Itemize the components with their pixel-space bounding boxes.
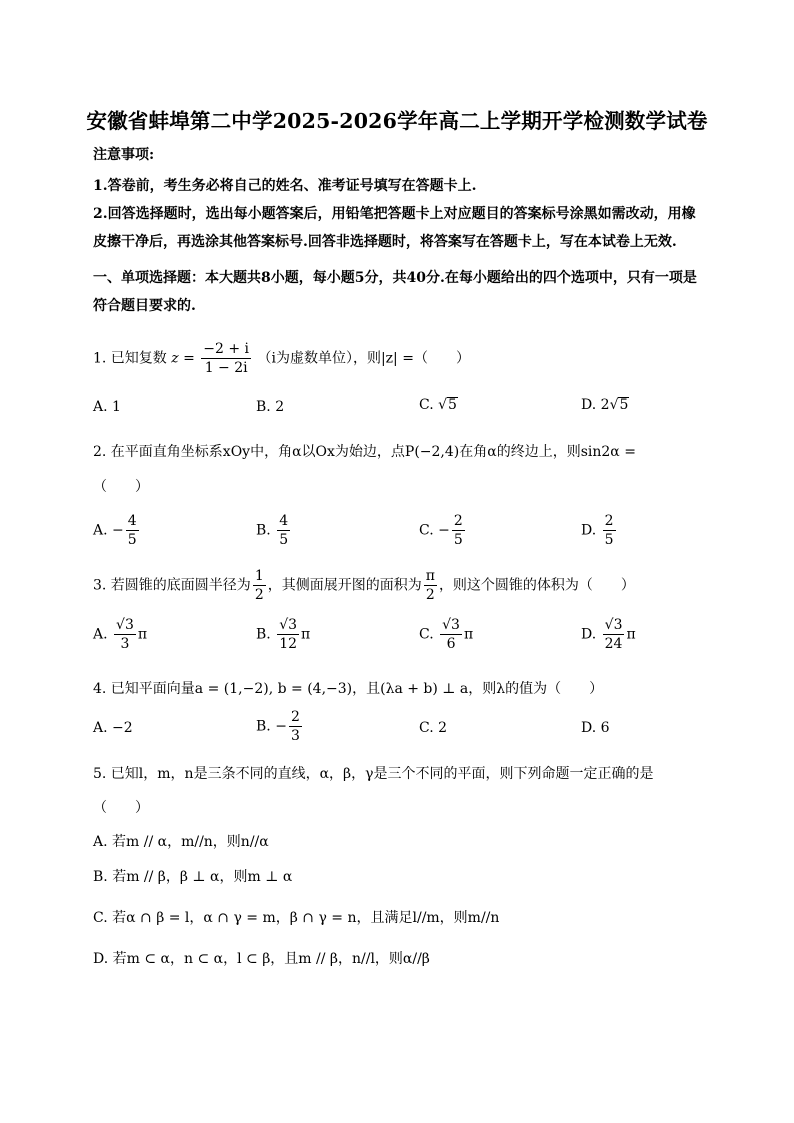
- q3-option-d-num: √3: [604, 617, 623, 633]
- q3-option-c-num: √3: [442, 617, 460, 633]
- q1-option-c: [419, 397, 458, 413]
- q1-option-a: A. 1: [93, 399, 121, 415]
- q3-area-num: π: [425, 568, 435, 584]
- q3-area-den: 2: [425, 587, 435, 603]
- q1-denominator: 1 − 2i: [204, 360, 248, 376]
- q3-option-b-fraction: [277, 616, 299, 653]
- q2-option-c-sign: −: [438, 522, 450, 539]
- q3-option-d-radicand: 3: [613, 617, 623, 633]
- q3-option-a-pi: π: [137, 626, 148, 643]
- q3-radius-fraction: [253, 567, 266, 604]
- q3-mid: ，其侧面展开图的面积为: [267, 577, 422, 594]
- q3-option-c-fraction: [440, 616, 462, 653]
- q1-z-eq: z =: [171, 350, 195, 367]
- notice-item-2: 2.回答选择题时，选出每小题答案后，用铅笔把答题卡上对应题目的答案标号涂黑如需改动，用橡皮擦干净后，再选涂其他答案标号.回答非选择题时，将答案写在答题卡上，写在本试卷上无效.: [93, 206, 696, 250]
- q2-option-a-sign: −: [112, 522, 124, 539]
- q3-option-b-num: √3: [279, 617, 298, 633]
- q2-option-a-fraction: [126, 512, 139, 549]
- q1-option-d-radicand: 5: [619, 397, 629, 413]
- q2-option-c-label: C.: [419, 522, 434, 539]
- q4-option-d: D. 6: [581, 720, 610, 736]
- q3-option-c-radicand: 3: [451, 617, 460, 633]
- q2-option-a-den: 5: [127, 532, 137, 548]
- q3-option-c-pi: π: [463, 626, 474, 643]
- q2-option-c-fraction: [452, 512, 465, 549]
- q3-option-b-den: 12: [279, 636, 298, 652]
- question-2: 2. 在平面直角坐标系xOy中，角α以Ox为始边，点P(−2,4)在角α的终边上，则sin2α =: [93, 444, 636, 460]
- question-5: 5. 已知l，m，n是三条不同的直线，α，β，γ是三个不同的平面，则下列命题一定正确的是: [93, 766, 654, 782]
- q3-option-c: [419, 616, 473, 653]
- q3-option-a-num: √3: [116, 617, 134, 633]
- q3-option-b-pi: π: [301, 626, 311, 643]
- q1-suffix: （i为虚数单位），则|z| =（ ）: [257, 350, 470, 367]
- q3-option-a: [93, 616, 147, 653]
- q3-area-fraction: [424, 567, 437, 604]
- q4-option-c: C. 2: [419, 720, 448, 736]
- q3-option-a-den: 3: [120, 636, 130, 652]
- q1-option-d-sqrt: √5: [609, 397, 629, 413]
- q2-option-c: [419, 512, 467, 549]
- question-1: [93, 340, 470, 377]
- question-2-paren: （ ）: [93, 479, 149, 495]
- q2-option-d-fraction: [603, 512, 616, 549]
- q2-option-a-label: A.: [93, 522, 108, 539]
- q2-option-b: [256, 512, 292, 549]
- q2-option-d: [581, 512, 618, 549]
- q2-option-b-num: 4: [279, 513, 289, 529]
- q3-option-b-label: B.: [256, 626, 271, 643]
- q4-option-b-den: 3: [290, 728, 300, 744]
- q4-option-b-sign: −: [275, 718, 287, 735]
- q1-option-d-label: D.: [581, 397, 597, 413]
- q2-option-a-num: 4: [127, 513, 137, 529]
- exam-title: 安徽省蚌埠第二中学2025-2026学年高二上学期开学检测数学试卷: [86, 109, 708, 133]
- q2-option-b-fraction: [277, 512, 290, 549]
- q3-option-b-radicand: 3: [288, 617, 298, 633]
- q2-option-d-label: D.: [581, 522, 597, 539]
- q1-option-c-radicand: 5: [448, 397, 457, 413]
- q1-option-c-label: C.: [419, 397, 434, 413]
- q1-option-c-sqrt: √5: [438, 397, 457, 413]
- q3-option-d-den: 24: [604, 636, 623, 652]
- q5-option-a: A. 若m // α，m//n，则n//α: [93, 834, 269, 850]
- q3-option-a-fraction: [114, 616, 136, 653]
- q5-option-c: C. 若α ∩ β = l，α ∩ γ = m，β ∩ γ = n，且满足l//m，则m//n: [93, 910, 500, 926]
- q3-option-b: [256, 616, 310, 653]
- q2-option-b-label: B.: [256, 522, 271, 539]
- q3-option-a-radicand: 3: [124, 617, 134, 633]
- q4-option-b: [256, 708, 304, 745]
- notice-item-1: 1.答卷前，考生务必将自己的姓名、准考证号填写在答题卡上.: [93, 178, 477, 194]
- notice-header: 注意事项:: [93, 147, 155, 163]
- q2-option-d-num: 2: [604, 513, 614, 529]
- q2-option-b-den: 5: [279, 532, 289, 548]
- q4-option-b-label: B.: [256, 718, 271, 735]
- q1-option-d-coef: 2: [600, 397, 610, 413]
- q1-prefix: 1. 已知复数: [93, 350, 167, 367]
- q3-prefix: 3. 若圆锥的底面圆半径为: [93, 577, 251, 594]
- q4-option-b-num: 2: [290, 709, 300, 725]
- section-1-heading: 一、单项选择题：本大题共8小题，每小题5分，共40分.在每小题给出的四个选项中，只有一项是符合题目要求的.: [93, 270, 697, 314]
- q5-option-b: B. 若m // β，β ⊥ α，则m ⊥ α: [93, 869, 293, 885]
- q3-option-a-label: A.: [93, 626, 108, 643]
- q3-option-d: [581, 616, 636, 653]
- question-4: 4. 已知平面向量a = (1,−2), b = (4,−3)，且(λa + b) ⊥ a，则λ的值为（ ）: [93, 681, 604, 697]
- q3-suffix: ，则这个圆锥的体积为（ ）: [438, 577, 635, 594]
- q5-option-d: D. 若m ⊂ α，n ⊂ α，l ⊂ β，且m // β，n//l，则α//β: [93, 951, 430, 967]
- q2-option-c-num: 2: [453, 513, 463, 529]
- q3-option-d-fraction: [603, 616, 625, 653]
- q3-option-d-pi: π: [626, 626, 636, 643]
- q2-option-a: [93, 512, 141, 549]
- question-3: [93, 567, 635, 604]
- q1-fraction: [201, 340, 251, 377]
- q3-option-d-label: D.: [581, 626, 597, 643]
- q4-option-b-fraction: [289, 708, 302, 745]
- q2-option-d-den: 5: [604, 532, 614, 548]
- q1-numerator: −2 + i: [203, 341, 250, 357]
- question-5-paren: （ ）: [93, 800, 149, 816]
- q3-option-c-den: 6: [446, 636, 456, 652]
- q1-option-d: [581, 397, 629, 413]
- q3-radius-den: 2: [254, 587, 264, 603]
- q3-radius-num: 1: [254, 568, 264, 584]
- q1-option-b: B. 2: [256, 399, 285, 415]
- q2-option-c-den: 5: [453, 532, 463, 548]
- q4-option-a: A. −2: [93, 720, 133, 736]
- q3-option-c-label: C.: [419, 626, 434, 643]
